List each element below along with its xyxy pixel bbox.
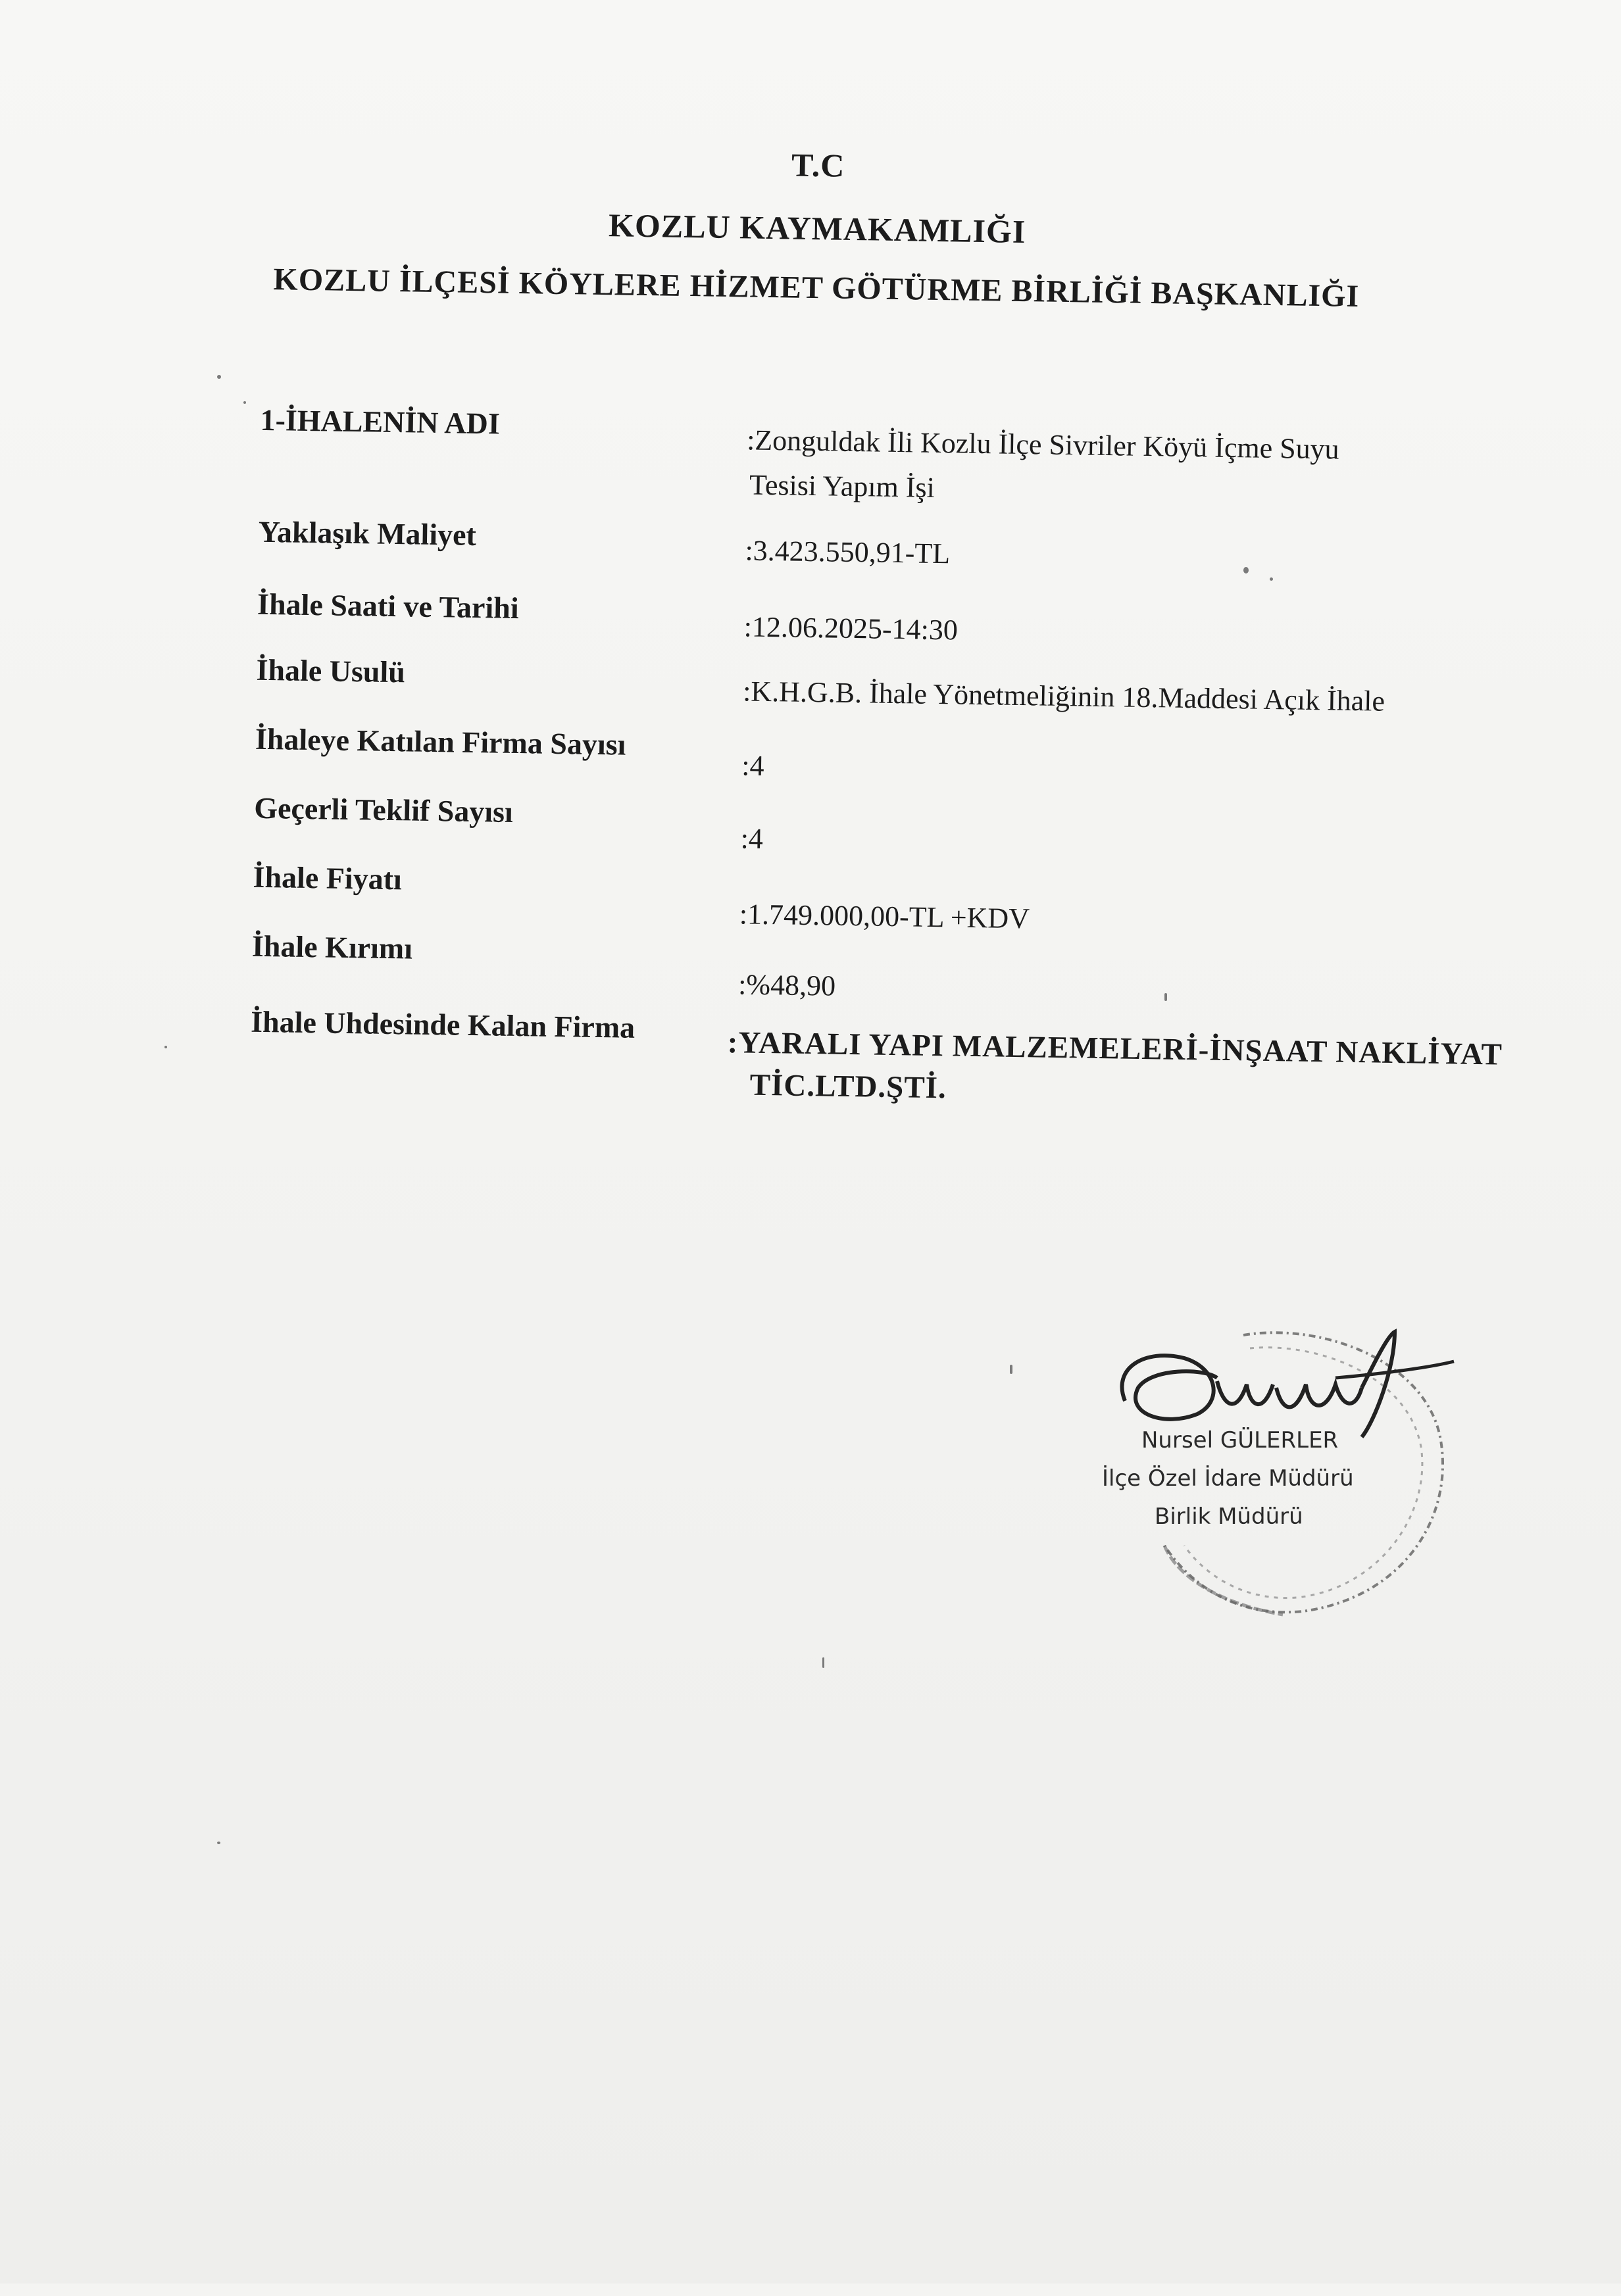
- field-ihale-adi: [3, 399, 1621, 503]
- scan-speck: [217, 1842, 220, 1844]
- field-label: İhale Usulü: [256, 652, 406, 689]
- scan-speck: [1243, 567, 1249, 574]
- field-value: :YARALI YAPI MALZEMELERİ-İNŞAAT NAKLİYAT: [727, 1025, 1503, 1072]
- field-value: :4: [741, 749, 765, 782]
- field-value-cont: TİC.LTD.ŞTİ.: [749, 1067, 947, 1106]
- scan-speck: [243, 401, 246, 404]
- scan-speck: [164, 1046, 167, 1048]
- field-label: İhale Saati ve Tarihi: [257, 587, 520, 625]
- field-label: İhale Fiyatı: [253, 860, 403, 896]
- scan-speck: [1164, 993, 1167, 1001]
- field-label: İhale Kırımı: [251, 929, 413, 965]
- field-label: İhale Uhdesinde Kalan Firma: [250, 1004, 636, 1044]
- scan-speck: [217, 375, 221, 379]
- header-kaymakamlik: KOZLU KAYMAKAMLIĞI: [608, 207, 1026, 251]
- field-label: Geçerli Teklif Sayısı: [253, 791, 514, 829]
- field-value: :12.06.2025-14:30: [743, 610, 959, 647]
- field-value: :%48,90: [737, 968, 836, 1002]
- header-tc: T.C: [791, 146, 845, 184]
- field-value: :K.H.G.B. İhale Yönetmeliğinin 18.Maddesi Açık İhale: [742, 675, 1385, 718]
- field-label: İhaleye Katılan Firma Sayısı: [255, 721, 626, 762]
- signer-name: Nursel GÜLERLER: [1141, 1427, 1339, 1453]
- header-birlik: KOZLU İLÇESİ KÖYLERE HİZMET GÖTÜRME BİRLİĞİ BAŞKANLIĞI: [273, 262, 1360, 314]
- scan-speck: [822, 1657, 824, 1668]
- signer-title-1: İlçe Özel İdare Müdürü: [1102, 1465, 1354, 1492]
- field-label: 1-İHALENİN ADI: [260, 403, 501, 441]
- field-value: :Zonguldak İli Kozlu İlçe Sivriler Köyü İçme Suyu: [746, 424, 1340, 466]
- signature-block: [1085, 1322, 1480, 1638]
- field-value: :1.749.000,00-TL +KDV: [739, 898, 1030, 935]
- field-label: Yaklaşık Maliyet: [258, 514, 477, 552]
- field-value: :4: [740, 822, 764, 855]
- field-value-cont: Tesisi Yapım İşi: [749, 468, 935, 504]
- field-value: :3.423.550,91-TL: [745, 534, 951, 570]
- scan-speck: [1270, 577, 1273, 581]
- signer-title-2: Birlik Müdürü: [1155, 1503, 1303, 1530]
- scan-speck: [1010, 1365, 1012, 1374]
